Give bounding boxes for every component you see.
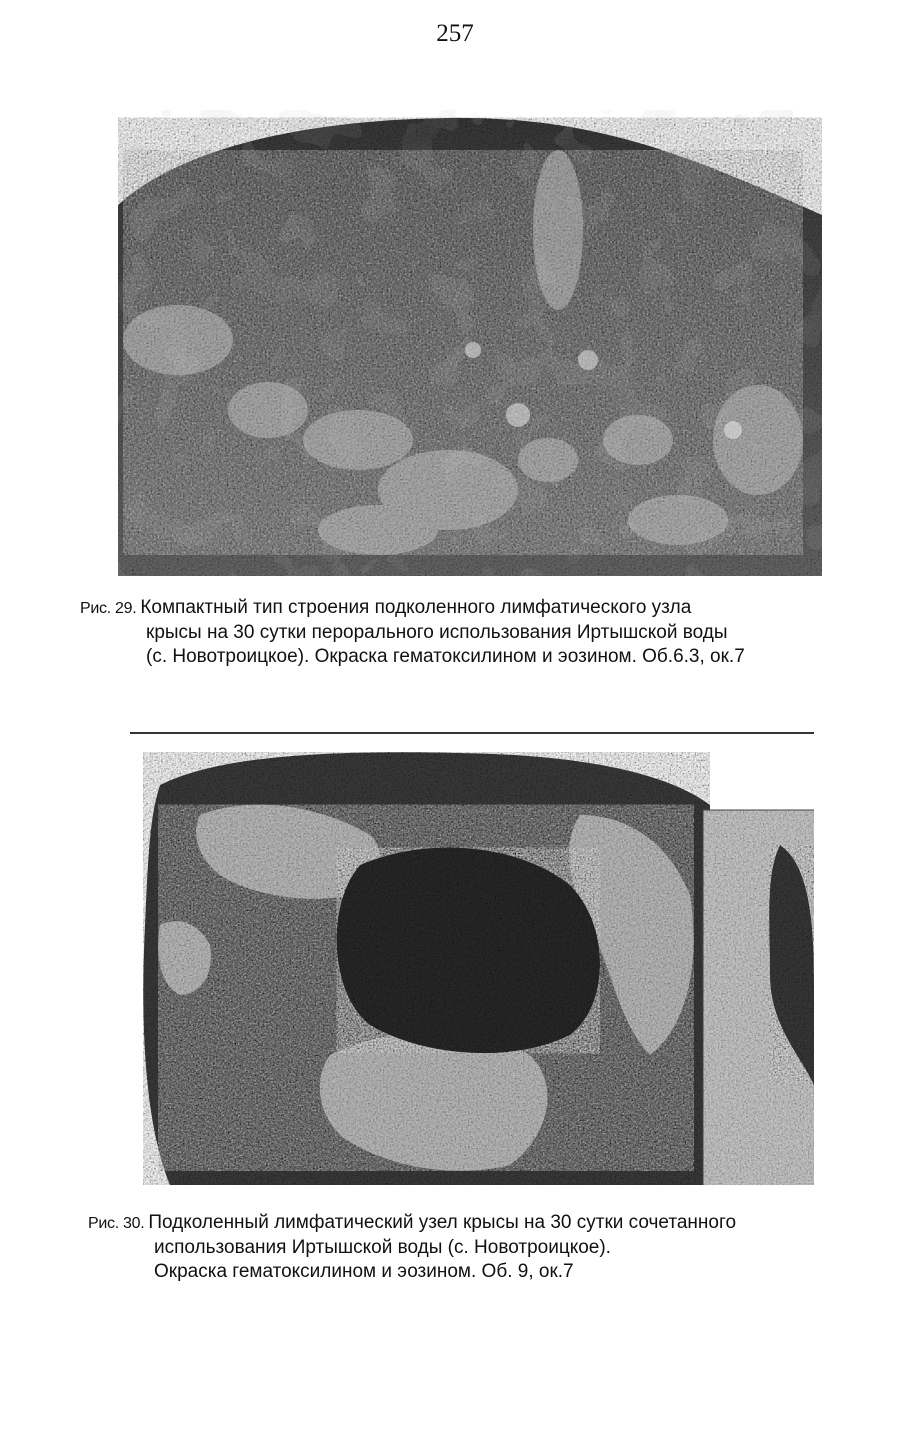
figure-29-micrograph — [118, 110, 822, 576]
figure-30-caption — [88, 1211, 848, 1284]
caption-line: крысы на 30 сутки перорального использования Иртышской воды — [146, 622, 728, 643]
caption-text: Компактный тип строения подколенного лимфатического узла — [140, 597, 692, 618]
caption-line: использования Иртышской воды (с. Новотроицкое). — [154, 1237, 611, 1258]
caption-line — [88, 1211, 848, 1236]
figure-29-caption — [80, 596, 840, 669]
figure-30-micrograph — [130, 725, 814, 1185]
figure-label: Рис. 29. — [80, 600, 137, 617]
caption-line: (с. Новотроицкое). Окраска гематоксилином и эозином. Об.6.3, ок.7 — [146, 646, 745, 667]
caption-text: Подколенный лимфатический узел крысы на 30 сутки сочетанного — [148, 1212, 737, 1233]
figure-label: Рис. 30. — [88, 1215, 145, 1232]
page-number: 257 — [436, 20, 474, 47]
caption-line — [80, 596, 840, 621]
caption-line: Окраска гематоксилином и эозином. Об. 9, ок.7 — [154, 1261, 574, 1282]
